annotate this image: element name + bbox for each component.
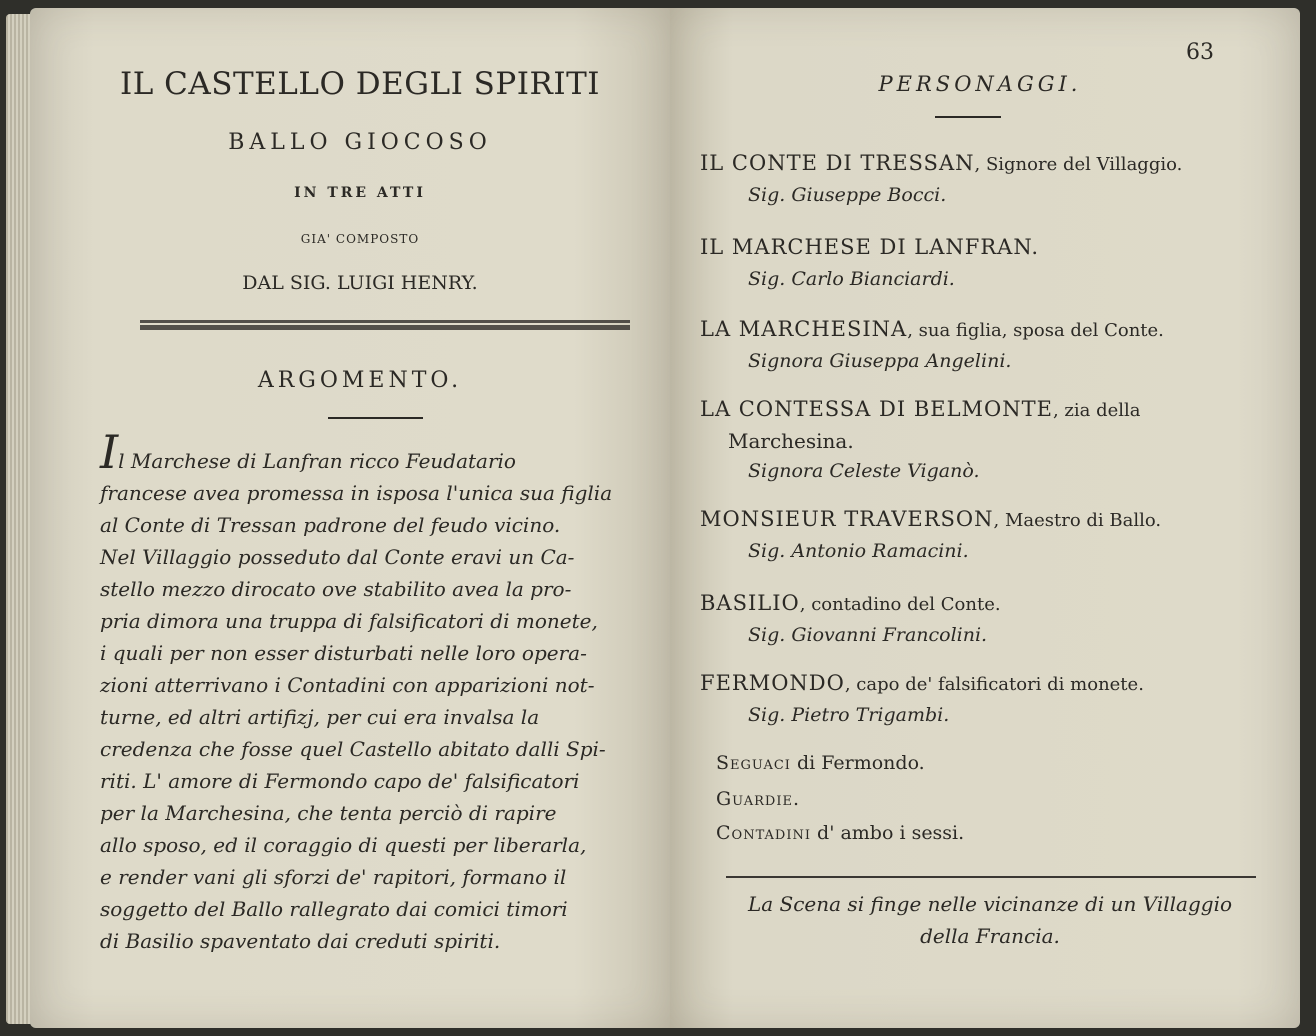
character-role: , Signore del Villaggio. bbox=[974, 154, 1183, 175]
argument-line-1: Il Marchese di Lanfran ricco Feudatario bbox=[100, 425, 516, 479]
character-role: , capo de' falsificatori di monete. bbox=[844, 674, 1144, 695]
actor-name: Signora Giuseppa Angelini. bbox=[748, 350, 1012, 372]
argument-text bbox=[100, 425, 650, 957]
actor-name: Signora Celeste Viganò. bbox=[748, 460, 980, 482]
acts-line: IN TRE ATTI bbox=[294, 185, 426, 201]
ballet-title: IL CASTELLO DEGLI SPIRITI bbox=[119, 66, 601, 102]
character-role: , sua figlia, sposa del Conte. bbox=[907, 320, 1164, 341]
character-entry bbox=[700, 588, 1260, 650]
argument-line: per la Marchesina, che tenta perciò di rapire bbox=[100, 801, 557, 825]
argument-line: pria dimora una truppa di falsificatori di monete, bbox=[100, 609, 598, 633]
character-entry bbox=[700, 314, 1260, 376]
argument-line: i quali per non esser disturbati nelle loro opera- bbox=[100, 641, 587, 665]
character-name: IL CONTE DI TRESSAN bbox=[700, 151, 975, 175]
page-edges bbox=[6, 14, 32, 1024]
argument-line: al Conte di Tressan padrone del feudo vicino. bbox=[100, 513, 561, 537]
argument-line: stello mezzo dirocato ove stabilito avea la pro- bbox=[100, 577, 572, 601]
drop-cap: I bbox=[100, 425, 119, 479]
heading-rule bbox=[328, 417, 423, 419]
character-name: FERMONDO bbox=[700, 671, 845, 695]
scene-note-line: La Scena si finge nelle vicinanze di un Villaggio bbox=[747, 892, 1233, 916]
character-name: IL MARCHESE DI LANFRAN. bbox=[700, 235, 1040, 259]
character-role: , contadino del Conte. bbox=[799, 594, 1001, 615]
extras-label: Guardie bbox=[716, 788, 793, 810]
extras-label: Contadini bbox=[716, 822, 811, 844]
heading-rule bbox=[935, 116, 1001, 118]
scene-note bbox=[700, 888, 1280, 952]
composed-line: GIA' COMPOSTO bbox=[300, 232, 420, 246]
character-entry bbox=[700, 232, 1260, 294]
section-heading: ARGOMENTO. bbox=[257, 368, 463, 393]
argument-line: zioni atterrivano i Contadini con apparizioni not- bbox=[100, 673, 595, 697]
character-name: LA CONTESSA DI BELMONTE bbox=[700, 397, 1053, 421]
argument-line: francese avea promessa in isposa l'unica sua figlia bbox=[100, 481, 613, 505]
character-name: LA MARCHESINA bbox=[700, 317, 908, 341]
argument-line: allo sposo, ed il coraggio di questi per liberarla, bbox=[100, 833, 587, 857]
actor-name: Sig. Carlo Bianciardi. bbox=[748, 268, 955, 290]
argument-line: soggetto del Ballo rallegrato dai comici timori bbox=[100, 897, 568, 921]
character-name: MONSIEUR TRAVERSON bbox=[700, 507, 994, 531]
actor-name: Sig. Pietro Trigambi. bbox=[748, 704, 950, 726]
character-name: BASILIO bbox=[700, 591, 800, 615]
argument-line: e render vani gli sforzi de' rapitori, formano il bbox=[100, 865, 567, 889]
character-entry bbox=[700, 394, 1260, 486]
argument-line: riti. L' amore di Fermondo capo de' falsificatori bbox=[100, 769, 580, 793]
character-entry bbox=[700, 504, 1260, 566]
page-number: 63 bbox=[1186, 40, 1214, 65]
actor-name: Sig. Giuseppe Bocci. bbox=[748, 184, 947, 206]
argument-line: turne, ed altri artifizj, per cui era invalsa la bbox=[100, 705, 540, 729]
scene-note-line: della Francia. bbox=[920, 924, 1060, 948]
argument-line: di Basilio spaventato dai creduti spiriti. bbox=[100, 929, 501, 953]
character-entry bbox=[700, 668, 1260, 730]
extras-entry: Contadini d' ambo i sessi. bbox=[716, 822, 965, 844]
author-line: DAL SIG. LUIGI HENRY. bbox=[242, 272, 478, 294]
extras-label: Seguaci bbox=[716, 752, 791, 774]
decorative-rule bbox=[140, 320, 630, 330]
extras-entry: Guardie. bbox=[716, 788, 800, 810]
divider-rule bbox=[726, 876, 1256, 878]
extras-entry: Seguaci di Fermondo. bbox=[716, 752, 925, 774]
character-role-continued: Marchesina. bbox=[728, 429, 854, 453]
character-role: , Maestro di Ballo. bbox=[993, 510, 1162, 531]
argument-line: Nel Villaggio posseduto dal Conte eravi un Ca- bbox=[100, 545, 575, 569]
argument-line: credenza che fosse quel Castello abitato dalli Spi- bbox=[100, 737, 606, 761]
actor-name: Sig. Giovanni Francolini. bbox=[748, 624, 988, 646]
ballet-subtitle: BALLO GIOCOSO bbox=[228, 130, 492, 155]
character-role: , zia della bbox=[1052, 400, 1141, 421]
character-entry bbox=[700, 148, 1260, 210]
characters-heading: PERSONAGGI. bbox=[878, 72, 1082, 96]
actor-name: Sig. Antonio Ramacini. bbox=[748, 540, 969, 562]
